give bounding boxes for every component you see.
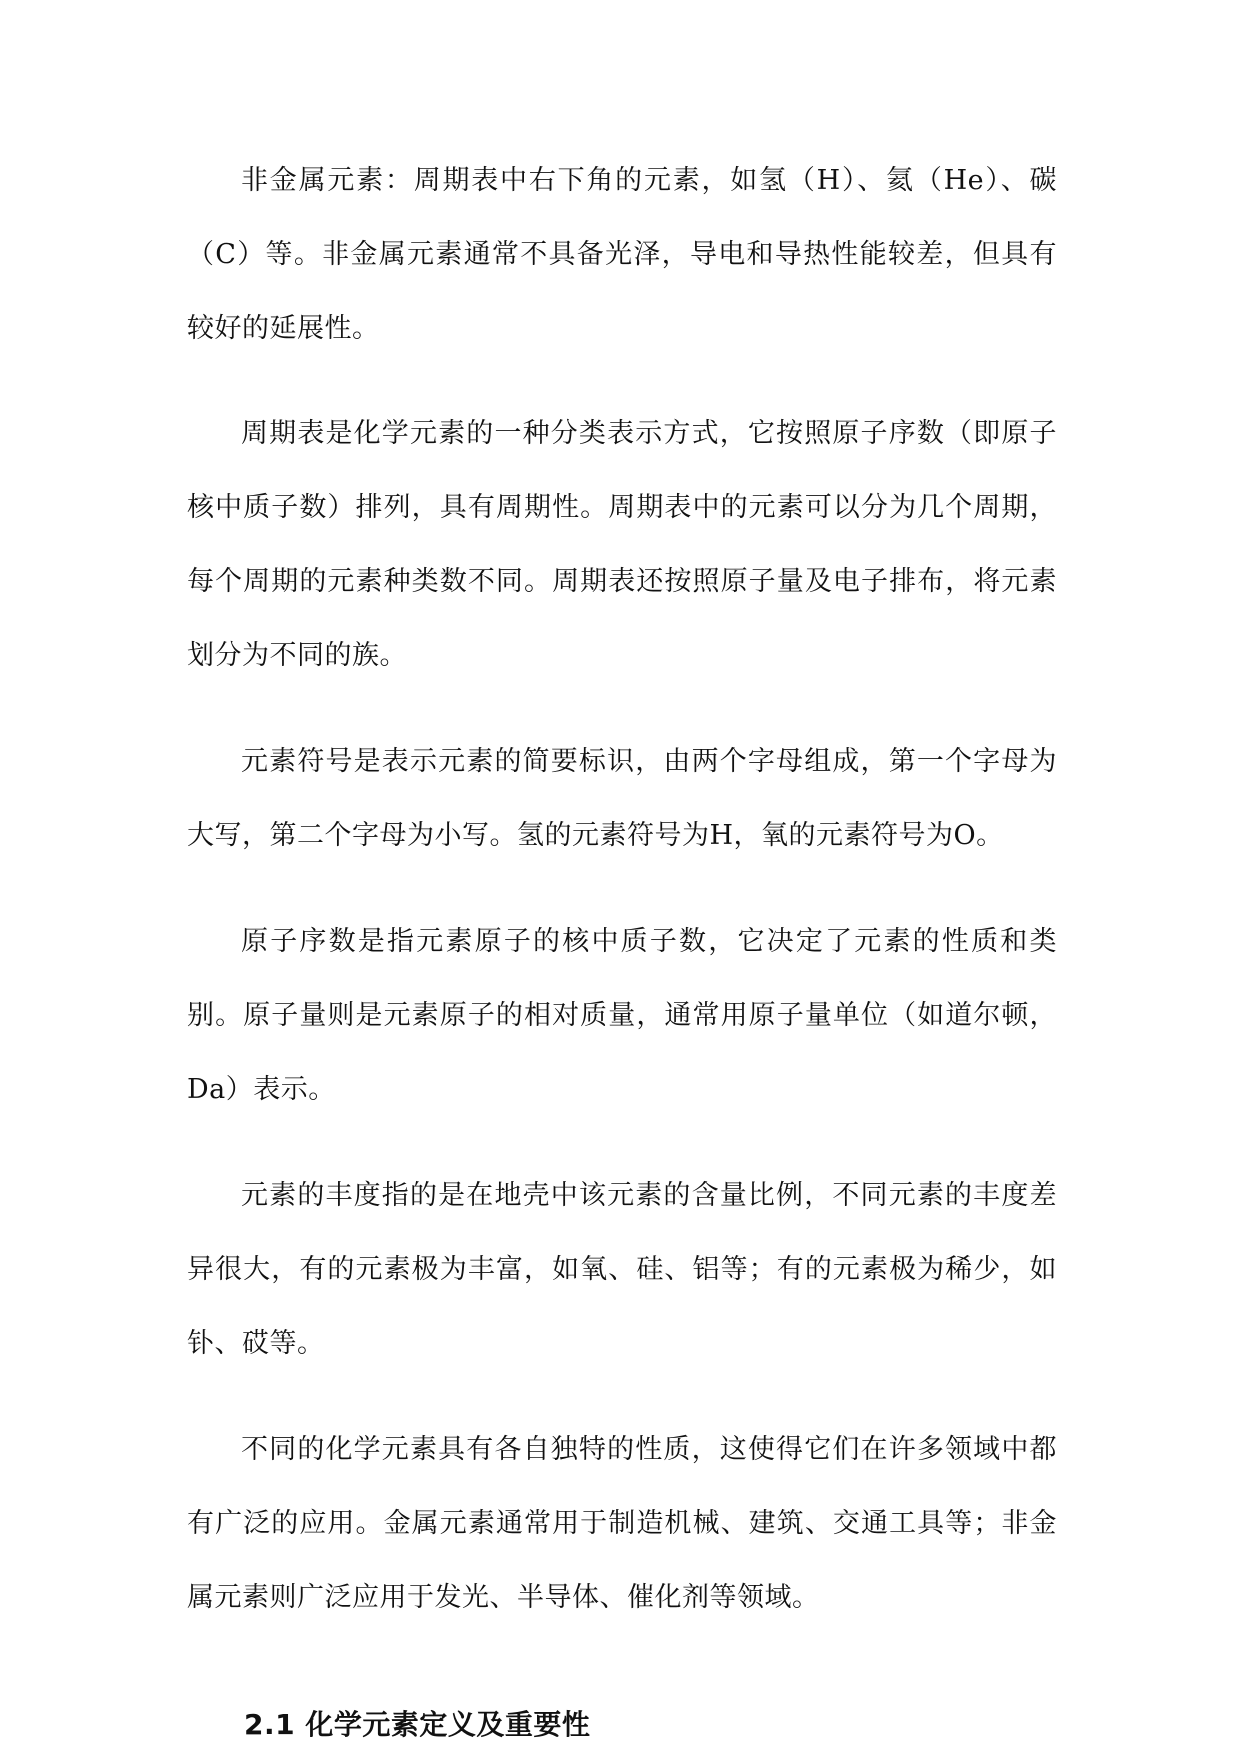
section-heading: 2.1 化学元素定义及重要性 — [244, 1708, 591, 1741]
paragraph-applications: 不同的化学元素具有各自独特的性质，这使得它们在许多领域中都有广泛的应用。金属元素通常用于制造机械、建筑、交通工具等；非金属元素则广泛应用于发光、半导体、催化剂等领域。 — [187, 1434, 1057, 1613]
paragraph-element-symbols: 元素符号是表示元素的简要标识，由两个字母组成，第一个字母为大写，第二个字母为小写。氢的元素符号为H，氧的元素符号为O。 — [187, 746, 1057, 851]
paragraph-nonmetal-elements: 非金属元素：周期表中右下角的元素，如氢（H）、氦（He）、碳（C）等。非金属元素通常不具备光泽，导电和导热性能较差，但具有较好的延展性。 — [187, 165, 1057, 344]
paragraph-abundance: 元素的丰度指的是在地壳中该元素的含量比例，不同元素的丰度差异很大，有的元素极为丰富，如氧、硅、铝等；有的元素极为稀少，如钋、砹等。 — [187, 1180, 1057, 1359]
document-body — [187, 144, 1057, 1745]
paragraph-atomic-number: 原子序数是指元素原子的核中质子数，它决定了元素的性质和类别。原子量则是元素原子的相对质量，通常用原子量单位（如道尔顿，Da）表示。 — [187, 926, 1057, 1105]
paragraph-periodic-table: 周期表是化学元素的一种分类表示方式，它按照原子序数（即原子核中质子数）排列，具有周期性。周期表中的元素可以分为几个周期，每个周期的元素种类数不同。周期表还按照原子量及电子排布，将元素划分为不同的族。 — [187, 418, 1057, 671]
